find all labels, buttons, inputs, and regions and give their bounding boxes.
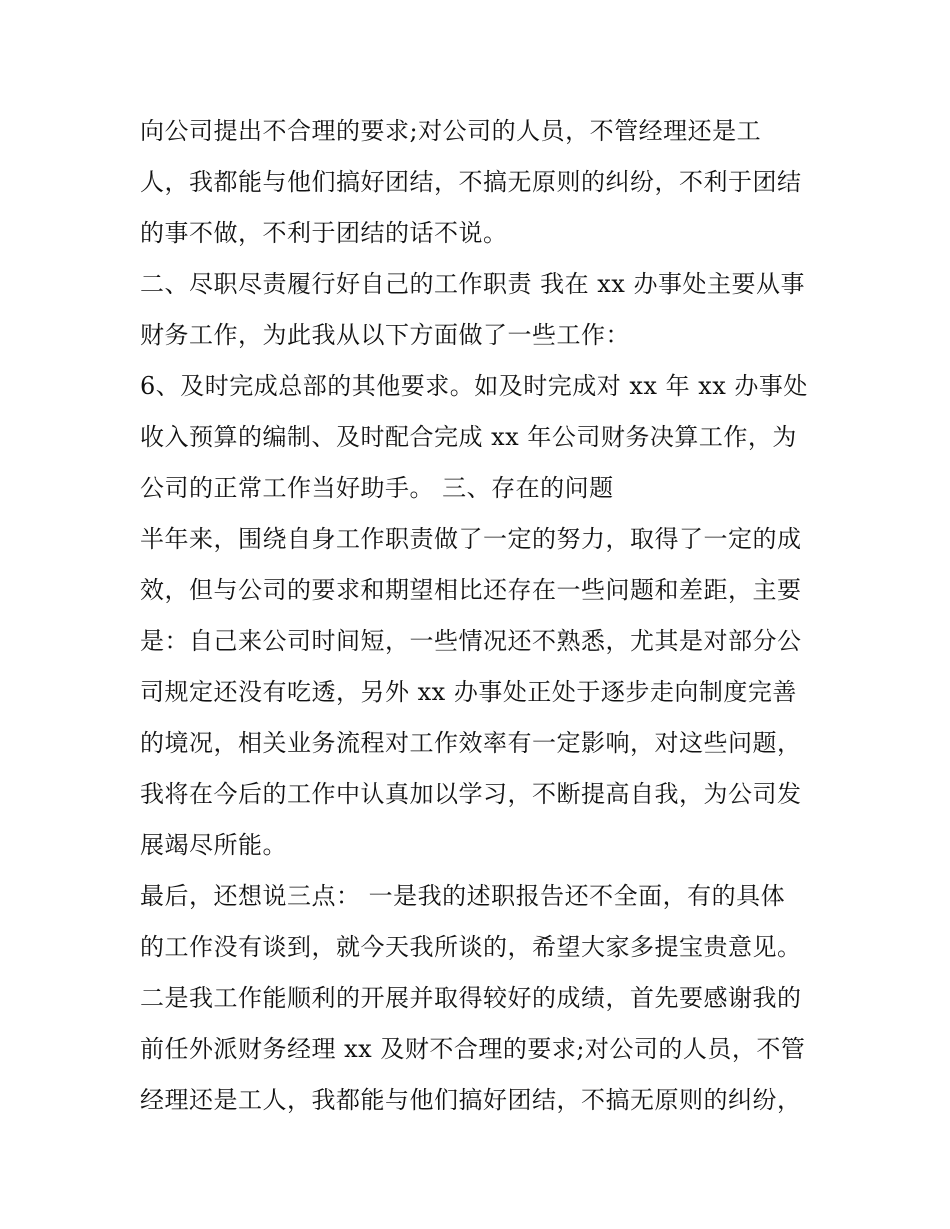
text-line: 是：自己来公司时间短，一些情况还不熟悉，尤其是对部分公 — [140, 627, 802, 655]
text-line: 经理还是工人，我都能与他们搞好团结，不搞无原则的纠纷， — [140, 1086, 802, 1114]
text-line: 的工作没有谈到，就今天我所谈的，希望大家多提宝贵意见。 — [140, 933, 802, 961]
text-line: 司规定还没有吃透，另外 xx 办事处正处于逐步走向制度完善 — [140, 678, 797, 706]
text-line: 展竭尽所能。 — [140, 831, 287, 859]
body-text — [140, 106, 830, 1126]
text-line: 我将在今后的工作中认真加以学习，不断提高自我，为公司发 — [140, 780, 802, 808]
text-line: 前任外派财务经理 xx 及财不合理的要求;对公司的人员，不管 — [140, 1035, 806, 1063]
text-line: 最后，还想说三点： 一是我的述职报告还不全面，有的具体 — [140, 882, 786, 910]
text-line: 收入预算的编制、及时配合完成 xx 年公司财务决算工作，为 — [140, 423, 797, 451]
text-line: 财务工作，为此我从以下方面做了一些工作： — [140, 321, 630, 349]
text-line: 半年来，围绕自身工作职责做了一定的努力，取得了一定的成 — [140, 525, 802, 553]
text-line: 的境况，相关业务流程对工作效率有一定影响，对这些问题， — [140, 729, 802, 757]
text-line: 6、及时完成总部的其他要求。如及时完成对 xx 年 xx 办事处 — [140, 372, 808, 400]
text-line: 公司的正常工作当好助手。 三、存在的问题 — [140, 474, 614, 502]
text-line: 人，我都能与他们搞好团结，不搞无原则的纠纷，不利于团结 — [140, 168, 802, 196]
text-line: 的事不做，不利于团结的话不说。 — [140, 219, 508, 247]
text-line: 二是我工作能顺利的开展并取得较好的成绩，首先要感谢我的 — [140, 984, 802, 1012]
text-line: 二、尽职尽责履行好自己的工作职责 我在 xx 办事处主要从事 — [140, 270, 805, 298]
text-line: 向公司提出不合理的要求;对公司的人员，不管经理还是工 — [140, 117, 762, 145]
text-line: 效，但与公司的要求和期望相比还存在一些问题和差距，主要 — [140, 576, 802, 604]
